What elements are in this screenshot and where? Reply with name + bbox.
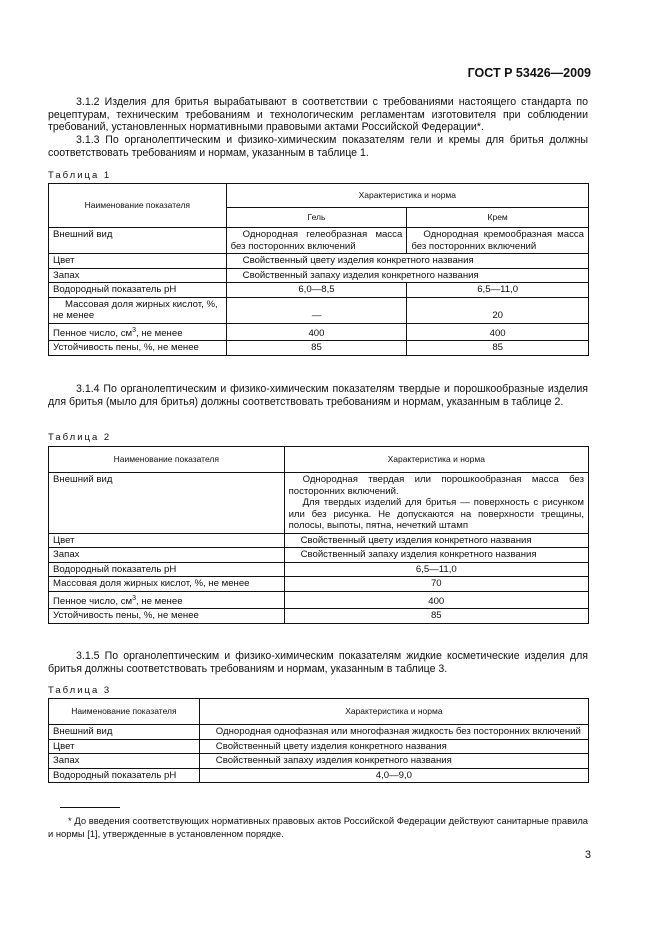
footnote-divider [60, 807, 120, 808]
table-row [49, 297, 589, 323]
table-row [49, 562, 589, 577]
cell-value: Свойственный запаху изделия конкретного названия [199, 754, 588, 769]
table-3-caption: Таблица 3 [48, 685, 112, 696]
cell-value: 400 [284, 591, 588, 609]
cell-gel: 400 [226, 323, 407, 341]
table-row [49, 609, 589, 624]
cell-value: 70 [284, 577, 588, 592]
row-label: Пенное число, $см^3$, не менее [49, 591, 285, 609]
row-label: Запах [49, 548, 285, 563]
cell-gel: — [226, 297, 407, 323]
row-label: Устойчивость пены, %, не менее [49, 341, 227, 356]
paragraph-3-1-4: 3.1.4 По органолептическим и физико-химическим показателям твердые и порошкообразные изделия для бритья (мыло для бритья) должны соответствовать требованиям и нормам, указанным в таблице 2. [48, 383, 588, 408]
table-row [49, 754, 589, 769]
page-number: 3 [584, 849, 591, 861]
cell-value: 85 [284, 609, 588, 624]
document-code: ГОСТ Р 53426—2009 [467, 66, 591, 80]
table-1-header-indicator: Наименование показателя [49, 184, 227, 228]
table-1-header-characteristic: Характеристика и норма [226, 184, 588, 208]
table-row [49, 739, 589, 754]
table-row [49, 283, 589, 298]
cell-cream: 20 [407, 297, 589, 323]
row-label: Водородный показатель pH [49, 768, 200, 783]
cell-value: Свойственный запаху изделия конкретного названия [284, 548, 588, 563]
cell-gel: 6,0—8,5 [226, 283, 407, 298]
table-row [49, 577, 589, 592]
cell-value: Однородная однофазная или многофазная жидкость без посторонних включений [199, 725, 588, 740]
row-label: Водородный показатель pH [49, 283, 227, 298]
table-row [49, 341, 589, 356]
cell-value: Однородная твердая или порошкообразная масса без посторонних включений. Для твердых изделий для бритья — поверхность с рисунком или без рисунка. Не допускаются на поверхности трещины, полосы, выпоты, пятна, нечеткий штамп [284, 473, 588, 534]
table-2-caption: Таблица 2 [48, 432, 112, 443]
row-label: Массовая доля жирных кислот, %, не менее [49, 297, 227, 323]
table-row [49, 228, 589, 254]
table-2-header-indicator: Наименование показателя [49, 447, 285, 473]
table-1 [48, 183, 589, 356]
table-row [49, 725, 589, 740]
cell-value: 4,0—9,0 [199, 768, 588, 783]
table-2 [48, 446, 589, 624]
row-label: Запах [49, 268, 227, 283]
table-1-header-gel: Гель [226, 208, 407, 228]
cell-value: Свойственный цвету изделия конкретного названия [199, 739, 588, 754]
table-row [49, 548, 589, 563]
paragraph-3-1-3: 3.1.3 По органолептическим и физико-химическим показателям гели и кремы для бритья должны соответствовать требованиям и нормам, указанным в таблице 1. [48, 134, 588, 159]
table-2-header-characteristic: Характеристика и норма [284, 447, 588, 473]
table-row [49, 323, 589, 341]
table-3-header-indicator: Наименование показателя [49, 699, 200, 725]
cell-cream: 6,5—11,0 [407, 283, 589, 298]
row-label: Устойчивость пены, %, не менее [49, 609, 285, 624]
table-1-caption: Таблица 1 [48, 170, 112, 181]
paragraph-3-1-2: 3.1.2 Изделия для бритья вырабатывают в соответствии с требованиями настоящего стандарта по рецептурам, техническим требованиям и технологическим регламентам изготовителя при соблюдении требований, установленных нормативными правовыми актами Российской Федерации*. [48, 96, 588, 134]
footnote: * До введения соответствующих нормативных правовых актов Российской Федерации действуют санитарные правила и нормы [1], утвержденные в установленном порядке. [48, 815, 588, 839]
row-label: Водородный показатель pH [49, 562, 285, 577]
paragraph-3-1-5: 3.1.5 По органолептическим и физико-химическим показателям жидкие косметические изделия для бритья должны соответствовать требованиям и нормам, указанным в таблице 3. [48, 650, 588, 675]
cell-gel: Однородная гелеобразная масса без посторонних включений [226, 228, 407, 254]
cell-gel: 85 [226, 341, 407, 356]
table-row [49, 533, 589, 548]
row-label: Внешний вид [49, 228, 227, 254]
table-row [49, 768, 589, 783]
row-label: Внешний вид [49, 725, 200, 740]
row-label: Цвет [49, 533, 285, 548]
row-label: Внешний вид [49, 473, 285, 534]
cell-cream: 400 [407, 323, 589, 341]
table-row [49, 591, 589, 609]
table-row [49, 473, 589, 534]
cell-cream: Однородная кремообразная масса без посторонних включений [407, 228, 589, 254]
row-label: Пенное число, $см^3$, не менее [49, 323, 227, 341]
table-3-header-characteristic: Характеристика и норма [199, 699, 588, 725]
row-label: Цвет [49, 254, 227, 269]
cell-value: Свойственный цвету изделия конкретного названия [226, 254, 588, 269]
table-3 [48, 698, 589, 783]
row-label: Массовая доля жирных кислот, %, не менее [49, 577, 285, 592]
cell-value: Свойственный запаху изделия конкретного названия [226, 268, 588, 283]
cell-cream: 85 [407, 341, 589, 356]
row-label: Запах [49, 754, 200, 769]
row-label: Цвет [49, 739, 200, 754]
cell-value: 6,5—11,0 [284, 562, 588, 577]
cell-value: Свойственный цвету изделия конкретного названия [284, 533, 588, 548]
table-1-header-cream: Крем [407, 208, 589, 228]
table-row [49, 268, 589, 283]
table-row [49, 254, 589, 269]
